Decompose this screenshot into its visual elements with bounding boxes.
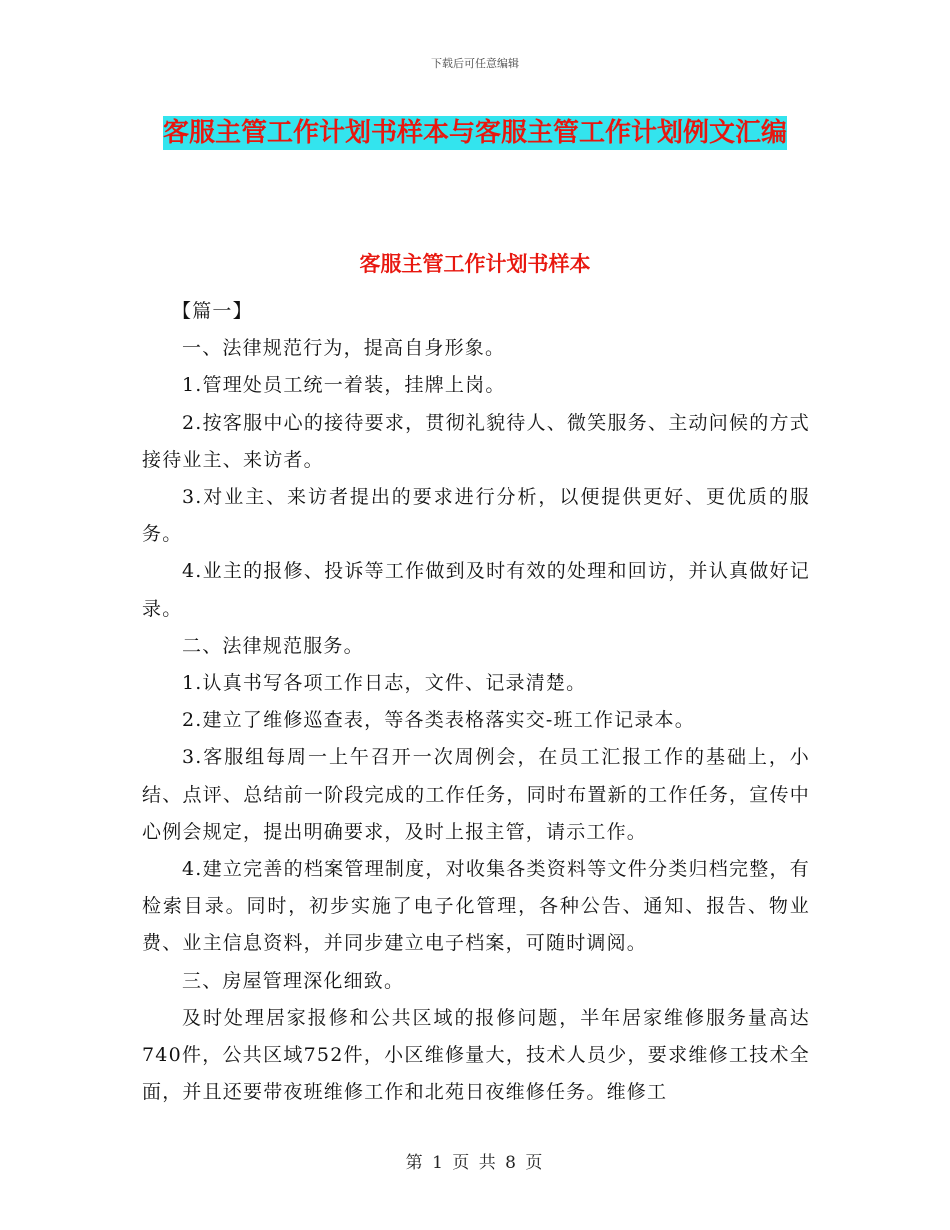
document-title [140, 110, 810, 156]
paragraph: 2.按客服中心的接待要求，贯彻礼貌待人、微笑服务、主动问候的方式接待业主、来访者。 [142, 411, 810, 471]
section-title: 客服主管工作计划书样本 [359, 252, 591, 276]
paragraph: 3.对业主、来访者提出的要求进行分析，以便提供更好、更优质的服务。 [142, 486, 810, 546]
paragraph: 1.管理处员工统一着装，挂牌上岗。 [182, 374, 506, 397]
paragraph: 一、法律规范行为，提高自身形象。 [182, 337, 506, 360]
paragraph: 及时处理居家报修和公共区域的报修问题，半年居家维修服务量高达740件，公共区域752件，小区维修量大，技术人员少，要求维修工技术全面，并且还要带夜班维修工作和北苑日夜维修任务。维修工 [142, 1006, 810, 1104]
paragraph: 1.认真书写各项工作日志，文件、记录清楚。 [182, 672, 587, 695]
document-body [142, 293, 810, 1111]
paragraph: 二、法律规范服务。 [182, 634, 364, 657]
paragraph: 2.建立了维修巡查表，等各类表格落实交-班工作记录本。 [182, 709, 695, 732]
paragraph: 4.业主的报修、投诉等工作做到及时有效的处理和回访，并认真做好记录。 [142, 560, 810, 620]
header-note: 下载后可任意编辑 [431, 57, 519, 70]
paragraph: 【篇一】 [172, 300, 253, 322]
paragraph: 3.客服组每周一上午召开一次周例会，在员工汇报工作的基础上，小结、点评、总结前一阶段完成的工作任务，同时布置新的工作任务，宣传中心例会规定，提出明确要求，及时上报主管，请示工作。 [142, 746, 810, 843]
paragraph: 4.建立完善的档案管理制度，对收集各类资料等文件分类归档完整，有检索目录。同时，初步实施了电子化管理，各种公告、通知、报告、物业费、业主信息资料，并同步建立电子档案，可随时调阅。 [142, 858, 810, 955]
page-footer: 第 1 页 共 8 页 [405, 1153, 545, 1173]
paragraph: 三、房屋管理深化细致。 [182, 969, 405, 992]
document-title-text: 客服主管工作计划书样本与客服主管工作计划例文汇编 [162, 118, 787, 148]
